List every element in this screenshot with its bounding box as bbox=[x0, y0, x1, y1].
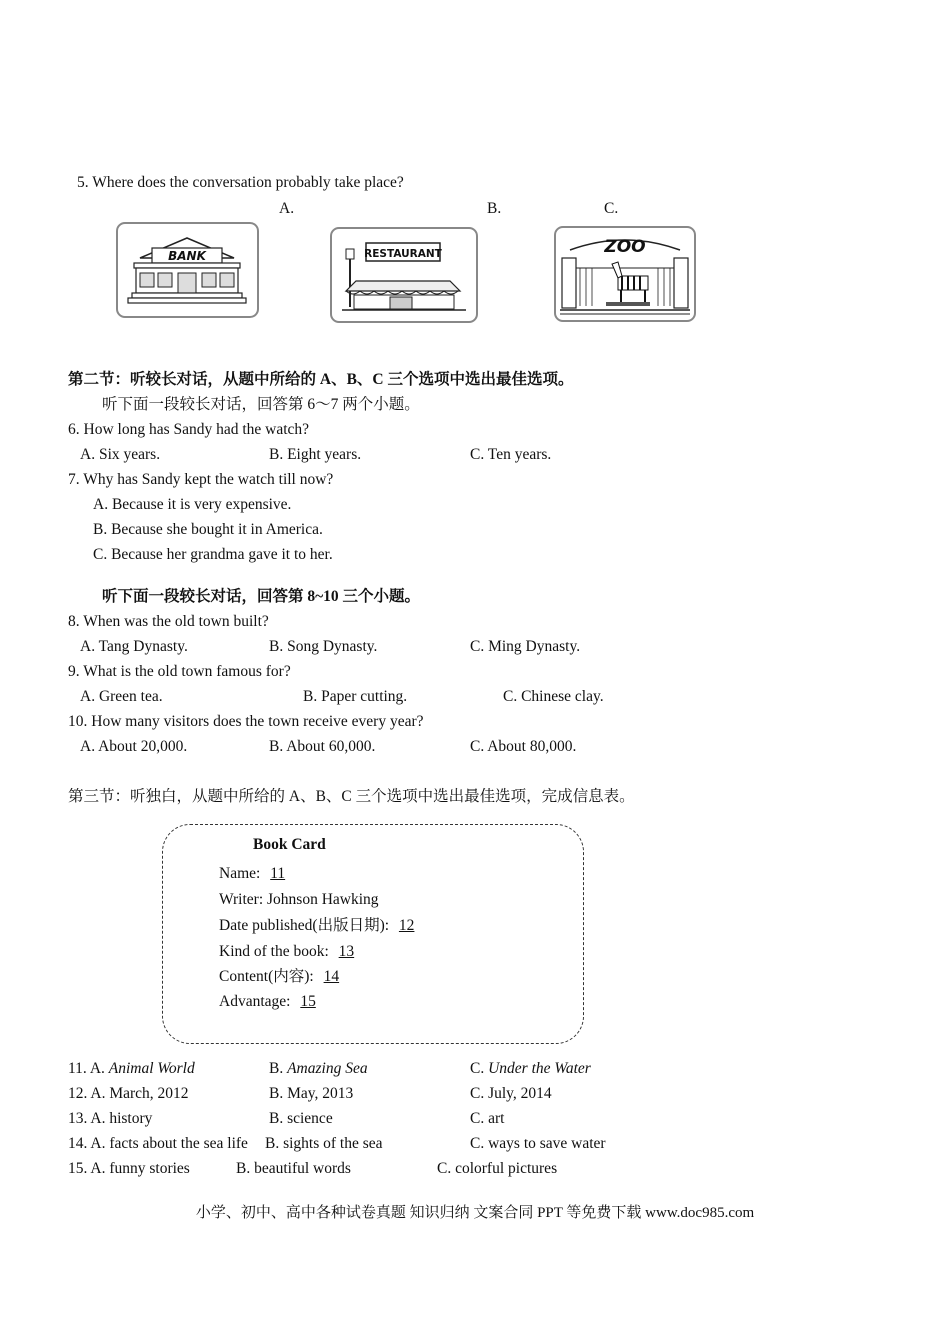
zoo-picture bbox=[554, 226, 696, 322]
bank-building-icon bbox=[118, 224, 257, 316]
book-card-content-row bbox=[219, 967, 345, 987]
question-7-option-a: A. Because it is very expensive. bbox=[93, 496, 292, 513]
blank-14: 14 bbox=[323, 968, 340, 985]
zoo-gate-icon bbox=[556, 228, 694, 320]
restaurant-picture bbox=[330, 227, 478, 323]
question-12-option-c: C. July, 2014 bbox=[470, 1085, 552, 1102]
section-3-heading: 第三节：听独白，从题中所给的 A、B、C 三个选项中选出最佳选项，完成信息表。 bbox=[68, 788, 635, 805]
question-11-option-b bbox=[269, 1059, 368, 1079]
question-10-text: 10. How many visitors does the town receive every year? bbox=[68, 713, 424, 730]
question-13-option-b: B. science bbox=[269, 1110, 333, 1127]
book-card-date-row bbox=[219, 916, 420, 936]
question-12-option-b: B. May, 2013 bbox=[269, 1085, 354, 1102]
question-14-option-b: B. sights of the sea bbox=[265, 1135, 383, 1152]
bank-sign: BANK bbox=[168, 249, 206, 263]
question-10-option-b: B. About 60,000. bbox=[269, 738, 376, 755]
book-card-title: Book Card bbox=[253, 836, 326, 853]
question-11-option-a bbox=[68, 1059, 195, 1079]
name-label: Name: bbox=[219, 865, 265, 882]
blank-11: 11 bbox=[270, 865, 286, 882]
question-14-option-c: C. ways to save water bbox=[470, 1135, 606, 1152]
question-11-option-c bbox=[470, 1059, 591, 1079]
book-card-advantage-row bbox=[219, 992, 322, 1012]
question-8-option-c: C. Ming Dynasty. bbox=[470, 638, 581, 655]
question-5-text: 5. Where does the conversation probably take place? bbox=[77, 174, 404, 191]
section-2-heading: 第二节：听较长对话，从题中所给的 A、B、C 三个选项中选出最佳选项。 bbox=[68, 371, 574, 388]
question-11-b-prefix: B. bbox=[269, 1060, 288, 1077]
question-6-option-c: C. Ten years. bbox=[470, 446, 552, 463]
advantage-label: Advantage: bbox=[219, 993, 295, 1010]
blank-15: 15 bbox=[300, 993, 316, 1010]
question-13-option-c: C. art bbox=[470, 1110, 505, 1127]
content-label: Content(内容): bbox=[219, 968, 318, 985]
blank-12: 12 bbox=[398, 917, 415, 934]
option-b-label: B. bbox=[487, 200, 502, 217]
restaurant-storefront-icon bbox=[332, 229, 476, 321]
question-9-option-c: C. Chinese clay. bbox=[503, 688, 604, 705]
question-9-option-a: A. Green tea. bbox=[80, 688, 163, 705]
book-card-name-row bbox=[219, 864, 291, 884]
date-label: Date published(出版日期): bbox=[219, 917, 393, 934]
question-11-b-text: Amazing Sea bbox=[287, 1060, 368, 1077]
book-card-kind-row bbox=[219, 942, 360, 962]
question-11-a-text: Animal World bbox=[108, 1060, 195, 1077]
bank-picture bbox=[116, 222, 259, 318]
question-8-option-a: A. Tang Dynasty. bbox=[80, 638, 188, 655]
question-8-option-b: B. Song Dynasty. bbox=[269, 638, 378, 655]
restaurant-sign: RESTAURANT bbox=[364, 248, 442, 260]
question-15-option-b: B. beautiful words bbox=[236, 1160, 351, 1177]
question-9-text: 9. What is the old town famous for? bbox=[68, 663, 291, 680]
question-11-c-text: Under the Water bbox=[488, 1060, 591, 1077]
zoo-sign: ZOO bbox=[604, 237, 646, 257]
question-14-option-a: 14. A. facts about the sea life bbox=[68, 1135, 248, 1152]
question-10-option-c: C. About 80,000. bbox=[470, 738, 577, 755]
section-2-intro-1: 听下面一段较长对话，回答第 6～7 两个小题。 bbox=[102, 396, 420, 413]
question-6-option-a: A. Six years. bbox=[80, 446, 161, 463]
question-11-number: 11. A. bbox=[68, 1060, 109, 1077]
question-9-option-b: B. Paper cutting. bbox=[303, 688, 408, 705]
question-13-option-a: 13. A. history bbox=[68, 1110, 153, 1127]
question-7-option-c: C. Because her grandma gave it to her. bbox=[93, 546, 333, 563]
option-a-label: A. bbox=[279, 200, 295, 217]
question-12-option-a: 12. A. March, 2012 bbox=[68, 1085, 189, 1102]
question-7-text: 7. Why has Sandy kept the watch till now? bbox=[68, 471, 334, 488]
question-15-option-a: 15. A. funny stories bbox=[68, 1160, 190, 1177]
question-6-option-b: B. Eight years. bbox=[269, 446, 362, 463]
book-card-writer: Writer: Johnson Hawking bbox=[219, 891, 379, 908]
question-6-text: 6. How long has Sandy had the watch? bbox=[68, 421, 310, 438]
blank-13: 13 bbox=[338, 943, 355, 960]
option-c-label: C. bbox=[604, 200, 619, 217]
section-2-intro-2: 听下面一段较长对话，回答第 8~10 三个小题。 bbox=[102, 588, 421, 605]
question-15-option-c: C. colorful pictures bbox=[437, 1160, 558, 1177]
question-11-c-prefix: C. bbox=[470, 1060, 489, 1077]
question-10-option-a: A. About 20,000. bbox=[80, 738, 188, 755]
question-8-text: 8. When was the old town built? bbox=[68, 613, 269, 630]
kind-label: Kind of the book: bbox=[219, 943, 333, 960]
question-7-option-b: B. Because she bought it in America. bbox=[93, 521, 323, 538]
page-footer: 小学、初中、高中各种试卷真题 知识归纳 文案合同 PPT 等免费下载 www.doc985.com bbox=[195, 1205, 755, 1221]
